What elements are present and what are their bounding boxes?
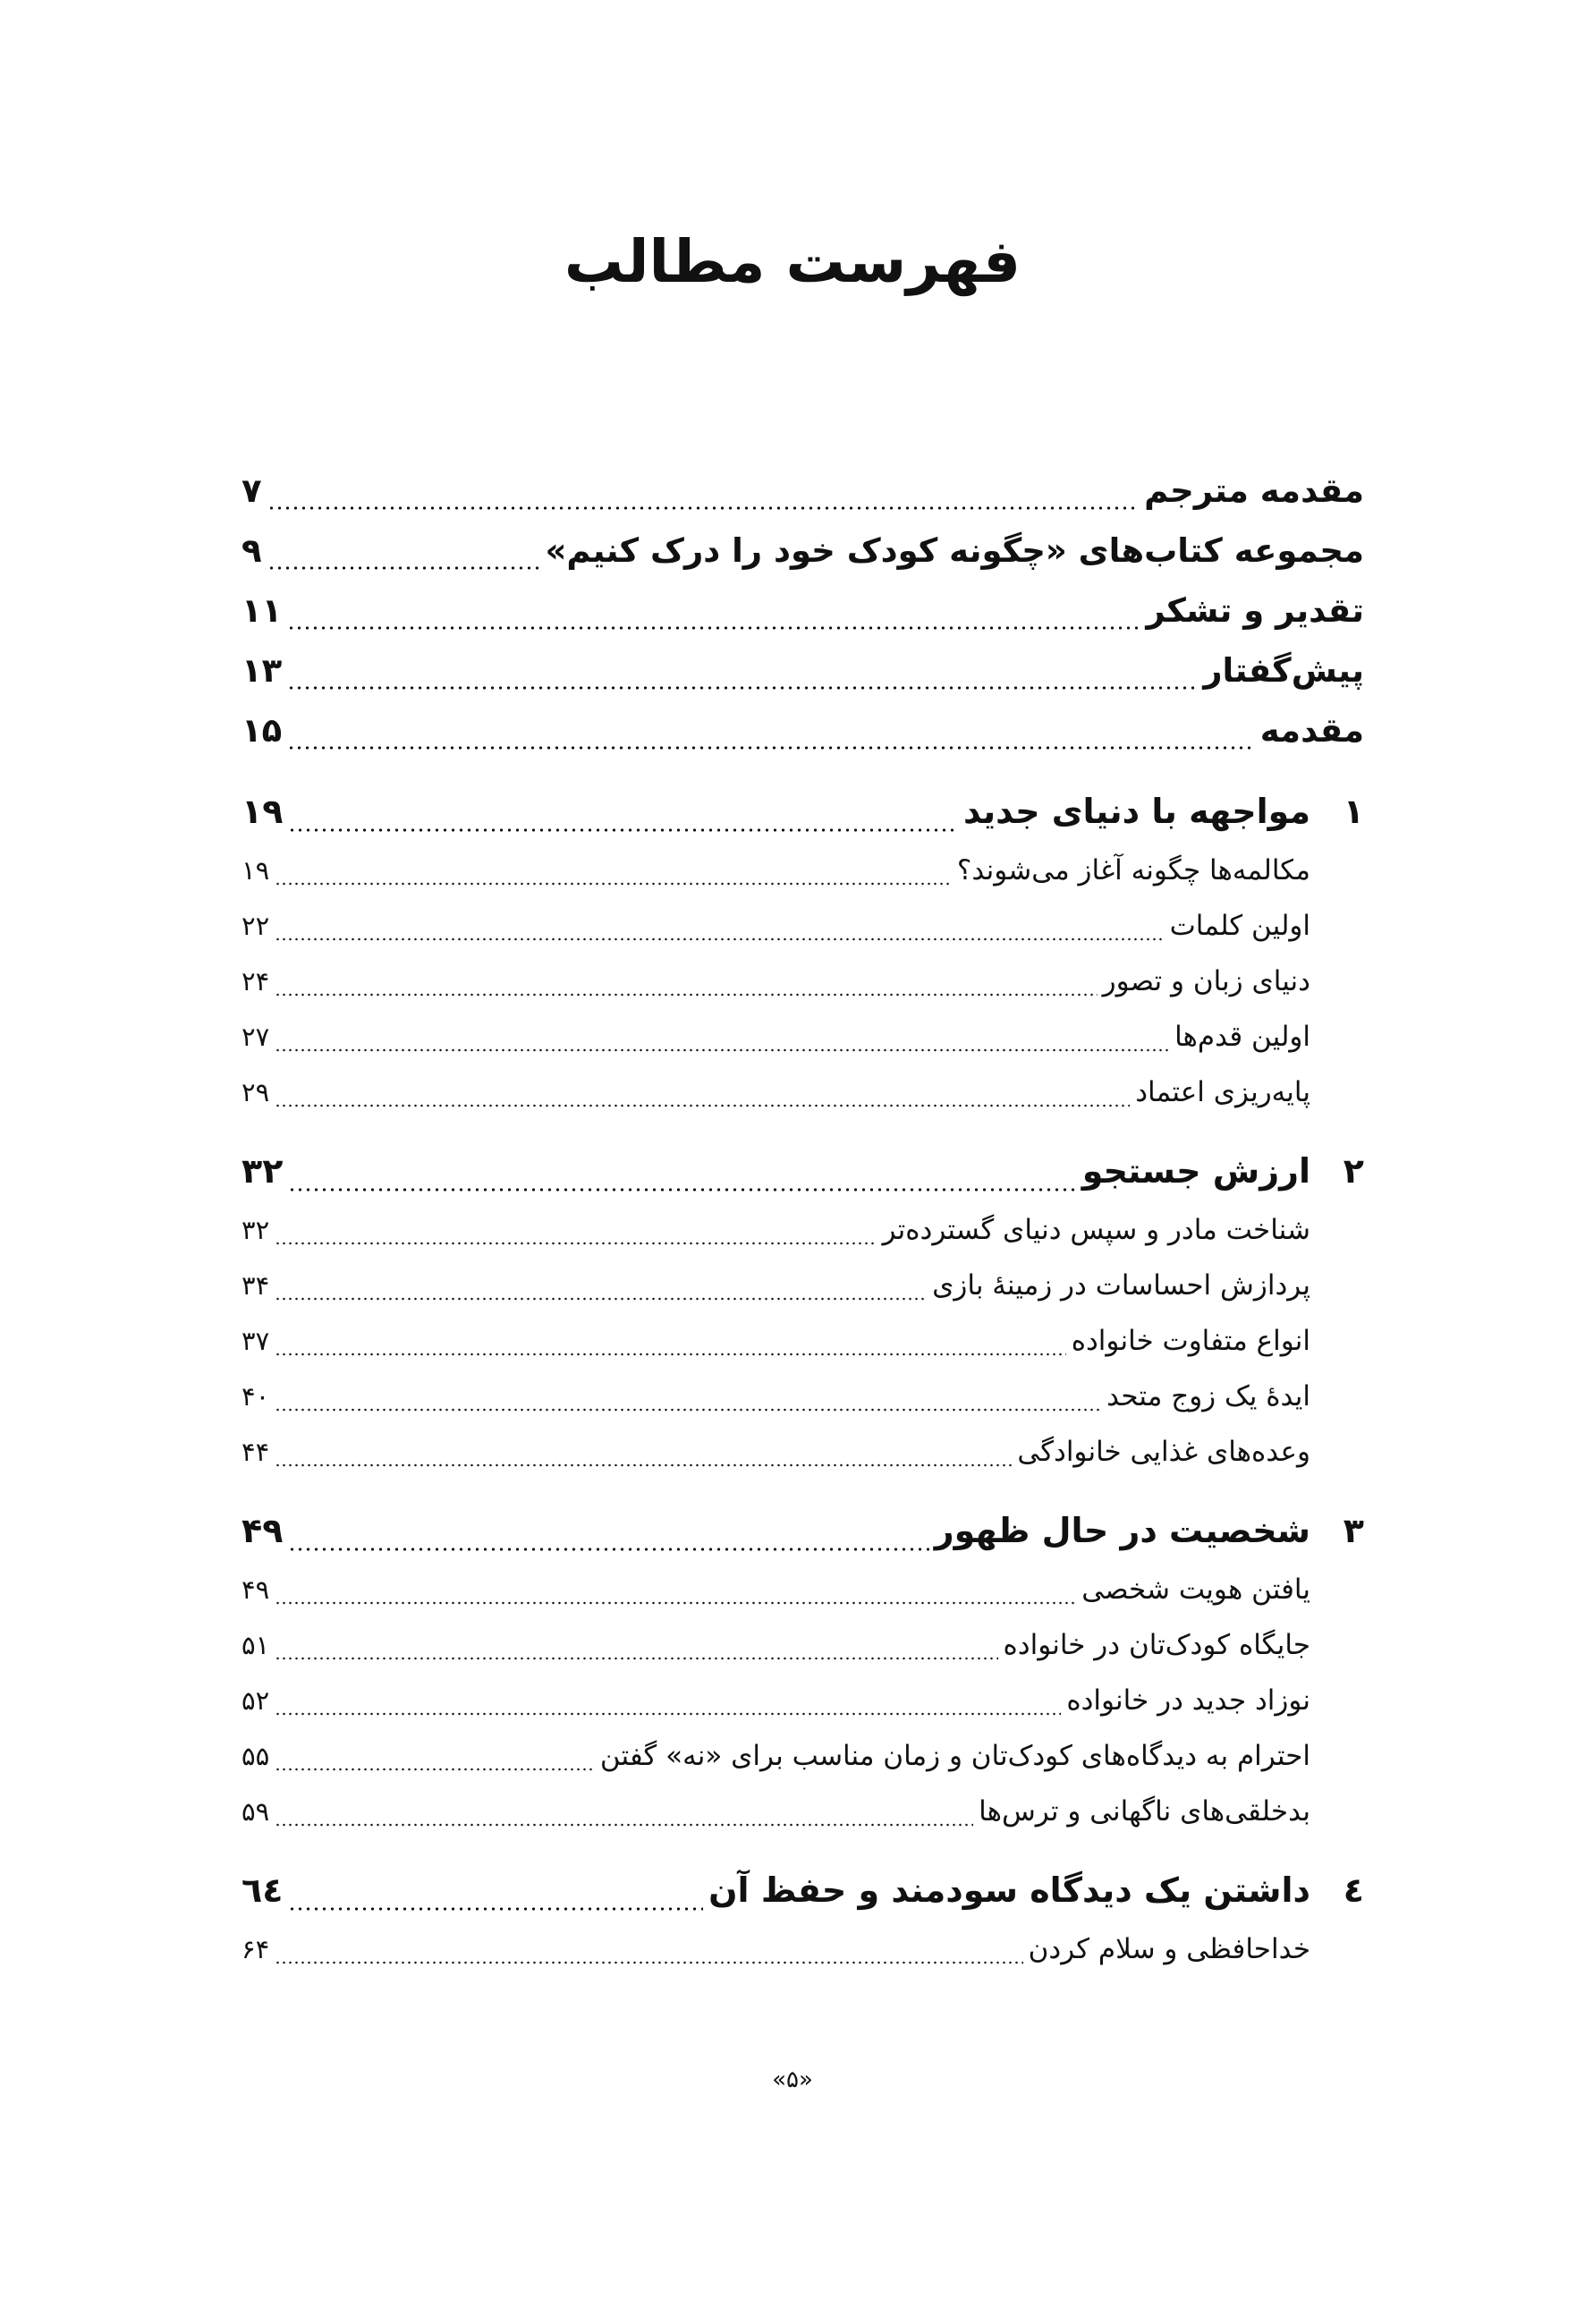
toc-entry-translator-preface bbox=[242, 461, 1364, 521]
toc-entry-label: مقدمه bbox=[1259, 711, 1364, 750]
page-number: «۵» bbox=[772, 2066, 813, 2093]
section-page: ۵۱ bbox=[242, 1630, 270, 1660]
section-entry bbox=[242, 1673, 1364, 1728]
toc-entry-label: پیش‌گفتار bbox=[1203, 651, 1364, 690]
toc-entry-introduction bbox=[242, 700, 1364, 760]
section-entry bbox=[242, 1258, 1364, 1313]
dot-leader bbox=[288, 1548, 928, 1551]
section-label: شناخت مادر و سپس دنیای گسترده‌تر bbox=[882, 1214, 1310, 1246]
section-label: جایگاه کودک‌تان در خانواده bbox=[1003, 1629, 1310, 1661]
section-label: پردازش احساسات در زمینهٔ بازی bbox=[932, 1269, 1310, 1302]
dot-leader bbox=[287, 686, 1198, 690]
dot-leader bbox=[275, 1048, 1169, 1052]
toc-entry-series bbox=[242, 521, 1364, 581]
section-label: مکالمه‌ها چگونه آغاز می‌شوند؟ bbox=[956, 854, 1310, 886]
section-entry bbox=[242, 1617, 1364, 1673]
section-page: ۴۰ bbox=[242, 1381, 270, 1412]
dot-leader bbox=[275, 1104, 1130, 1107]
section-label: پایه‌ریزی اعتماد bbox=[1135, 1076, 1310, 1108]
chapter-number: ٤ bbox=[1343, 1870, 1364, 1910]
dot-leader bbox=[275, 882, 952, 886]
section-page: ۳۷ bbox=[242, 1326, 270, 1356]
section-entry bbox=[242, 1369, 1364, 1424]
dot-leader bbox=[275, 993, 1098, 997]
section-label: بدخلقی‌های ناگهانی و ترس‌ها bbox=[979, 1795, 1310, 1828]
section-entry bbox=[242, 954, 1364, 1009]
dot-leader bbox=[275, 1463, 1012, 1467]
section-entry bbox=[242, 1202, 1364, 1258]
page-title: فهرست مطالب bbox=[564, 227, 1021, 296]
section-label: نوزاد جدید در خانواده bbox=[1066, 1684, 1310, 1717]
dot-leader bbox=[275, 1601, 1076, 1605]
toc-entry-acknowledgements bbox=[242, 581, 1364, 640]
section-entry bbox=[242, 1009, 1364, 1064]
section-label: احترام به دیدگاه‌های کودک‌تان و زمان مناسب برای «نه» گفتن bbox=[599, 1740, 1310, 1772]
chapter-title: داشتن یک دیدگاه سودمند و حفظ آن bbox=[708, 1870, 1310, 1910]
section-label: خداحافظی و سلام کردن bbox=[1028, 1933, 1310, 1965]
section-entry bbox=[242, 898, 1364, 954]
chapter-page: ۱۹ bbox=[242, 792, 284, 831]
chapter-number: ۱ bbox=[1343, 792, 1364, 831]
section-page: ۱۹ bbox=[242, 855, 270, 886]
dot-leader bbox=[275, 1823, 973, 1827]
section-page: ۴۹ bbox=[242, 1574, 270, 1605]
dot-leader bbox=[267, 506, 1140, 510]
chapter-number: ۳ bbox=[1343, 1511, 1364, 1550]
toc-entry-page: ۷ bbox=[242, 471, 262, 510]
section-entry bbox=[242, 1784, 1364, 1839]
section-page: ۳۲ bbox=[242, 1215, 270, 1245]
dot-leader bbox=[288, 828, 958, 832]
dot-leader bbox=[275, 1712, 1061, 1716]
section-label: دنیای زبان و تصور bbox=[1102, 965, 1310, 997]
section-entry bbox=[242, 843, 1364, 898]
section-label: ایدهٔ یک زوج متحد bbox=[1106, 1380, 1310, 1412]
dot-leader bbox=[275, 1768, 595, 1771]
section-page: ۵۵ bbox=[242, 1741, 270, 1771]
chapter-heading bbox=[242, 780, 1364, 843]
section-entry bbox=[242, 1424, 1364, 1480]
section-page: ۲۷ bbox=[242, 1022, 270, 1052]
chapter-title: شخصیت در حال ظهور bbox=[934, 1511, 1310, 1550]
section-entry bbox=[242, 1313, 1364, 1369]
section-label: اولین کلمات bbox=[1169, 910, 1310, 942]
dot-leader bbox=[275, 937, 1164, 941]
dot-leader bbox=[267, 566, 540, 570]
chapter-heading bbox=[242, 1859, 1364, 1921]
section-page: ۵۲ bbox=[242, 1685, 270, 1716]
chapter-title: مواجهه با دنیای جدید bbox=[962, 792, 1310, 831]
section-page: ۲۹ bbox=[242, 1077, 270, 1107]
chapter-page: ۴۹ bbox=[242, 1511, 284, 1550]
toc-entry-foreword bbox=[242, 640, 1364, 700]
table-of-contents bbox=[242, 461, 1364, 1977]
chapter-page: ۳۲ bbox=[242, 1151, 284, 1191]
chapter-heading bbox=[242, 1499, 1364, 1562]
toc-entry-page: ۱۱ bbox=[242, 591, 283, 630]
dot-leader bbox=[275, 1408, 1101, 1412]
chapter-heading bbox=[242, 1140, 1364, 1202]
toc-entry-page: ۹ bbox=[242, 531, 262, 570]
section-label: وعده‌های غذایی خانوادگی bbox=[1017, 1436, 1310, 1468]
section-page: ۵۹ bbox=[242, 1796, 270, 1827]
section-entry bbox=[242, 1921, 1364, 1977]
dot-leader bbox=[288, 1188, 1076, 1192]
toc-entry-page: ۱۳ bbox=[242, 651, 283, 690]
toc-entry-label: مجموعه کتاب‌های «چگونه کودک خود را درک کنیم» bbox=[545, 531, 1364, 570]
chapter-page: ٦٤ bbox=[242, 1870, 284, 1910]
dot-leader bbox=[288, 1907, 703, 1911]
dot-leader bbox=[275, 1657, 997, 1660]
section-page: ۶۴ bbox=[242, 1934, 270, 1964]
chapter-number: ۲ bbox=[1343, 1151, 1364, 1191]
dot-leader bbox=[275, 1353, 1066, 1356]
section-entry bbox=[242, 1562, 1364, 1617]
section-page: ۲۴ bbox=[242, 966, 270, 997]
dot-leader bbox=[287, 746, 1255, 750]
section-label: یافتن هویت شخصی bbox=[1081, 1573, 1310, 1606]
section-label: اولین قدم‌ها bbox=[1174, 1021, 1310, 1053]
toc-entry-page: ۱۵ bbox=[242, 711, 283, 750]
dot-leader bbox=[275, 1297, 927, 1301]
dot-leader bbox=[275, 1242, 877, 1245]
dot-leader bbox=[287, 626, 1140, 630]
section-page: ۴۴ bbox=[242, 1437, 270, 1467]
section-page: ۲۲ bbox=[242, 911, 270, 941]
toc-entry-label: مقدمه مترجم bbox=[1144, 471, 1364, 510]
section-page: ۳۴ bbox=[242, 1270, 270, 1301]
toc-entry-label: تقدیر و تشکر bbox=[1146, 591, 1364, 630]
section-entry bbox=[242, 1064, 1364, 1120]
section-entry bbox=[242, 1728, 1364, 1784]
section-label: انواع متفاوت خانواده bbox=[1071, 1325, 1310, 1357]
chapter-title: ارزش جستجو bbox=[1081, 1151, 1310, 1191]
dot-leader bbox=[275, 1961, 1022, 1964]
